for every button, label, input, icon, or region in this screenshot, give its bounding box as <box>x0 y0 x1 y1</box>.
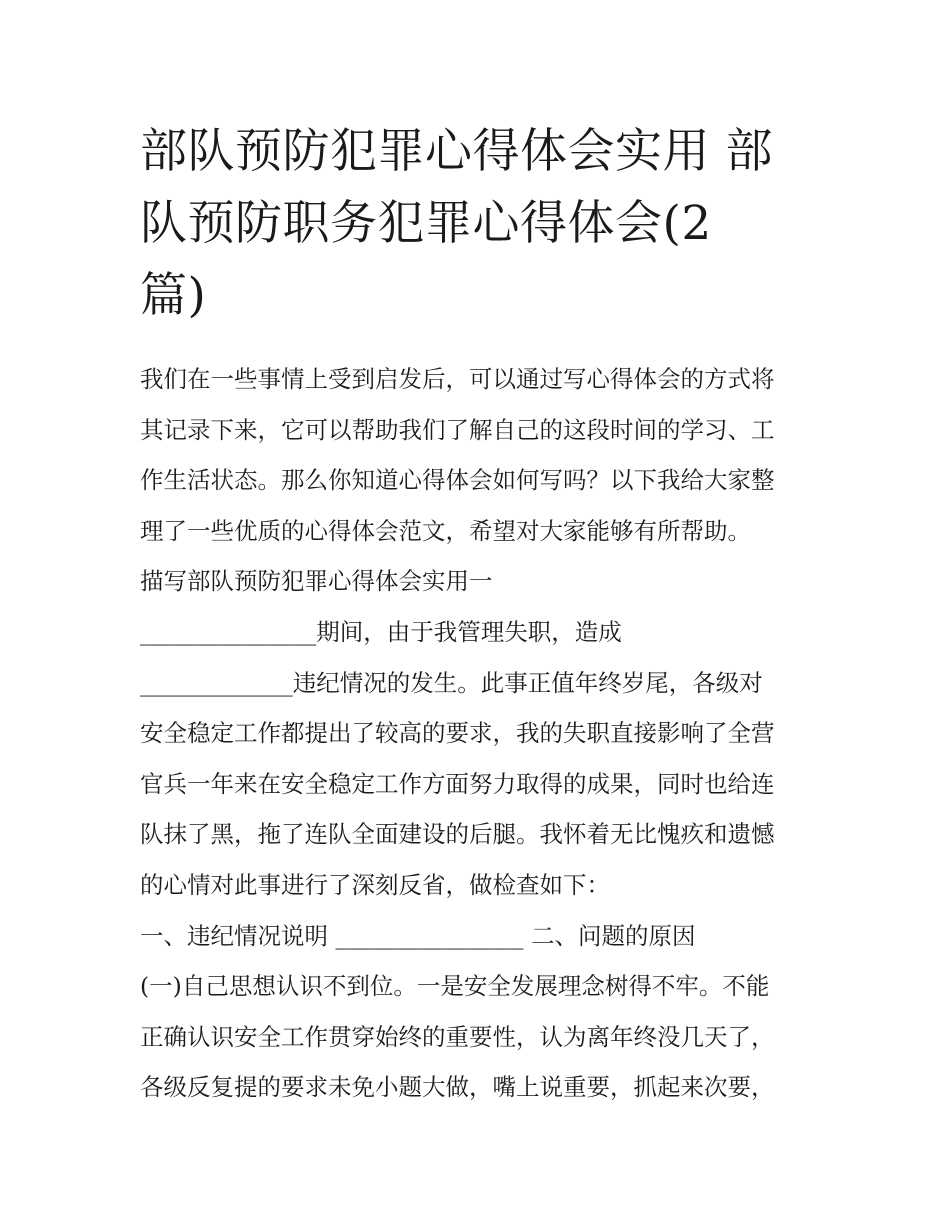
body-line: 其记录下来，它可以帮助我们了解自己的这段时间的学习、工 <box>140 415 775 444</box>
body-line: 各级反复提的要求未免小题大做，嘴上说重要，抓起来次要， <box>140 1073 775 1102</box>
body-line: _____________违纪情况的发生。此事正值年终岁尾，各级对 <box>140 668 763 697</box>
body-line: 作生活状态。那么你知道心得体会如何写吗？以下我给大家整 <box>140 466 775 495</box>
body-line: 官兵一年来在安全稳定工作方面努力取得的成果，同时也给连 <box>140 769 775 798</box>
body-line: 的心情对此事进行了深刻反省，做检查如下： <box>140 870 610 899</box>
body-line: 正确认识安全工作贯穿始终的重要性，认为离年终没几天了， <box>140 1022 775 1051</box>
body-line: 理了一些优质的心得体会范文，希望对大家能够有所帮助。 <box>140 516 751 545</box>
body-line: 安全稳定工作都提出了较高的要求，我的失职直接影响了全营 <box>140 719 775 748</box>
title-line-2: 队预防职务犯罪心得体会(2 <box>140 196 712 251</box>
document-title <box>140 116 820 332</box>
document-body <box>140 354 820 1113</box>
body-line: 我们在一些事情上受到启发后，可以通过写心得体会的方式将 <box>140 365 775 393</box>
title-line-3: 篇) <box>140 268 207 323</box>
body-line: 一、违纪情况说明 ________________ 二、问题的原因 <box>140 921 696 950</box>
title-line-1: 部队预防犯罪心得体会实用 部 <box>140 124 773 179</box>
body-line: (一)自己思想认识不到位。一是安全发展理念树得不牢。不能 <box>140 972 770 1001</box>
body-line: _______________期间，由于我管理失职，造成 <box>140 617 622 646</box>
body-line: 队抹了黑，拖了连队全面建设的后腿。我怀着无比愧疚和遗憾 <box>140 820 775 849</box>
section-heading: 描写部队预防犯罪心得体会实用一 <box>140 567 493 596</box>
